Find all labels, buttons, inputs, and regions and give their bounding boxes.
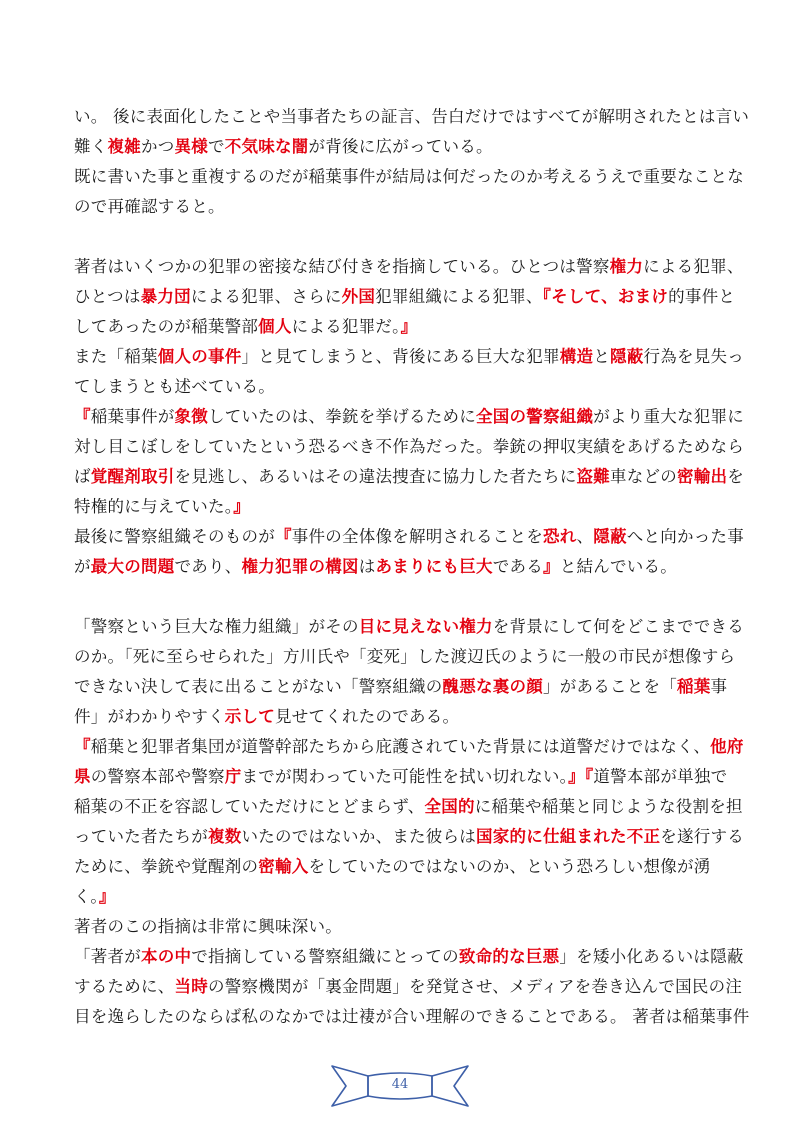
emphasis-text: 『 — [74, 737, 91, 756]
text-line — [74, 612, 744, 642]
emphasis-text: 稲葉 — [677, 677, 711, 696]
body-text: ために、拳銃や覚醒剤の — [74, 857, 259, 876]
body-text: できない決して表に出ることがない「警察組織の — [74, 677, 443, 696]
body-text: の警察機関が「裏金問題」を発覚させ、メディアを巻き込んで国民の注 — [208, 977, 743, 996]
text-line — [74, 792, 743, 822]
text-line — [74, 462, 744, 492]
text-line — [74, 492, 734, 522]
text-line — [74, 102, 750, 132]
body-text: 著者はいくつかの犯罪の密接な結び付きを指摘している。ひとつは警察 — [74, 257, 610, 276]
emphasis-text: 恐れ — [543, 527, 577, 546]
emphasis-text: 権力犯罪の構図 — [241, 557, 359, 576]
text-line — [74, 132, 734, 162]
emphasis-text: 『そして、 — [542, 287, 618, 306]
emphasis-text: 本の中 — [141, 947, 192, 966]
emphasis-text: 『 — [275, 527, 292, 546]
body-text: 」と見てしまうと、背後にある巨大な犯罪 — [241, 347, 560, 366]
emphasis-text: おまけ — [617, 287, 669, 306]
text-line — [74, 372, 734, 402]
body-text: い。 後に表面化したことや当事者たちの証言、告白だけではすべてが解明されたとは言い — [74, 107, 750, 126]
body-text: による犯罪だ。 — [291, 317, 401, 336]
text-line — [74, 852, 734, 882]
body-text: 」を矮小化あるいは隠蔽 — [559, 947, 744, 966]
body-text: 見せてくれたのである。 — [275, 707, 460, 726]
emphasis-text: 』 — [233, 497, 250, 516]
text-line — [74, 672, 734, 702]
body-text: 稲葉の不正を容認していただけにとどまらず、 — [74, 797, 425, 816]
body-text: による犯罪、 — [643, 257, 744, 276]
body-text: 著者のこの指摘は非常に興味深い。 — [74, 917, 342, 936]
emphasis-text: 』 — [543, 557, 560, 576]
body-text: 」があることを「 — [543, 677, 677, 696]
body-text: を背景にして何をどこまでできる — [492, 617, 744, 636]
text-line — [74, 162, 744, 192]
body-text: 既に書いた事と重複するのだが稲葉事件が結局は何だったのか考えるうえで重要なことな — [74, 167, 744, 186]
emphasis-text: 個人の事件 — [157, 347, 242, 366]
body-text: 難く — [74, 137, 108, 156]
text-line — [74, 402, 744, 432]
text-line — [74, 282, 734, 312]
body-text: 「著者が — [74, 947, 141, 966]
body-text: で — [208, 137, 225, 156]
emphasis-text: 権力 — [609, 257, 644, 276]
body-text: かつ — [141, 137, 175, 156]
body-text: に稲葉や稲葉と同じような役割を担 — [474, 797, 743, 816]
emphasis-text: 目に見えない権力 — [358, 617, 493, 636]
emphasis-text: 覚醒剤取引 — [90, 467, 175, 486]
body-text: 最後に警察組織そのものが — [74, 527, 275, 546]
body-text: を遂行する — [660, 827, 744, 846]
body-text: 道警本部が単独で — [593, 767, 728, 786]
body-text: 特権的に与えていた。 — [74, 497, 234, 516]
text-line — [74, 342, 744, 372]
body-text: く。 — [74, 887, 99, 906]
body-text: 犯罪組織による犯罪、 — [375, 287, 543, 306]
emphasis-text: 暴力団 — [140, 287, 191, 306]
paragraph-gap — [74, 582, 734, 612]
body-text: であり、 — [174, 557, 242, 576]
body-text: 「警察という巨大な権力組織」がその — [74, 617, 359, 636]
text-line — [74, 522, 744, 552]
body-text: していたのは、拳銃を挙げるために — [208, 407, 476, 426]
text-line — [74, 912, 734, 942]
emphasis-text: 致命的な巨悪 — [458, 947, 560, 966]
body-text: のか。「死に至らせられた」方川氏や「変死」した渡辺氏のように一般の市民が想像すら — [74, 647, 736, 666]
emphasis-text: 個人 — [258, 317, 292, 336]
body-text: 件」がわかりやすく — [74, 707, 225, 726]
text-line — [74, 942, 744, 972]
body-text: を見逃し、あるいはその違法捜査に協力した者たちに — [174, 467, 577, 486]
body-text: と — [593, 347, 610, 366]
document-body — [74, 102, 750, 1032]
text-line — [74, 822, 744, 852]
text-line — [74, 312, 734, 342]
text-line — [74, 762, 734, 792]
text-line — [74, 552, 734, 582]
body-text: 対し目こぼしをしていたという恐るべき不作為だった。拳銃の押収実績をあげるためなら — [74, 437, 744, 456]
body-text: である — [492, 557, 543, 576]
emphasis-text: 他府 — [710, 737, 744, 756]
body-text: は — [358, 557, 376, 576]
text-line — [74, 972, 743, 1002]
body-text: 目を逸らしたのならば私のなかでは辻褄が合い理解のできることである。 著者は稲葉事件 — [74, 1007, 750, 1026]
emphasis-text: 全国的 — [424, 797, 475, 816]
emphasis-text: 庁 — [224, 767, 242, 786]
body-text: 稲葉事件が — [90, 407, 175, 426]
emphasis-text: 密輸出 — [677, 467, 728, 486]
emphasis-text: 醜悪な裏の顔 — [442, 677, 543, 696]
emphasis-text: 異様 — [174, 137, 208, 156]
body-text: 車などの — [610, 467, 677, 486]
body-text: ば — [74, 467, 91, 486]
emphasis-text: 『 — [74, 407, 91, 426]
body-text: するために、 — [74, 977, 175, 996]
emphasis-text: 構造 — [559, 347, 594, 366]
emphasis-text: 』 — [98, 887, 116, 906]
body-text: っていた者たちが — [74, 827, 208, 846]
body-text: へと向かった事 — [626, 527, 744, 546]
body-text: てしまうとも述べている。 — [74, 377, 275, 396]
body-text: が — [74, 557, 91, 576]
body-text: 的事件と — [668, 287, 736, 306]
emphasis-text: 国家的に仕組まれた不正 — [476, 827, 661, 846]
body-text: がより重大な犯罪に — [593, 407, 744, 426]
text-line — [74, 702, 734, 732]
emphasis-text: 外国 — [341, 287, 376, 306]
body-text: 事 — [710, 677, 728, 696]
text-line — [74, 1002, 750, 1032]
text-line — [74, 732, 744, 762]
emphasis-text: 密輸入 — [258, 857, 309, 876]
body-text: と結んでいる。 — [559, 557, 677, 576]
text-line — [74, 642, 734, 672]
emphasis-text: 最大の問題 — [90, 557, 175, 576]
body-text: 事件の全体像を解明されることを — [291, 527, 543, 546]
page-footer — [330, 1061, 470, 1111]
text-line — [74, 882, 734, 912]
emphasis-text: 複雑 — [107, 137, 141, 156]
paragraph-gap — [74, 222, 734, 252]
body-text: をしていたのではないのか、という恐ろしい想像が湧 — [308, 857, 711, 876]
body-text: してあったのが稲葉警部 — [74, 317, 259, 336]
emphasis-text: 盗難 — [576, 467, 610, 486]
emphasis-text: 当時 — [174, 977, 208, 996]
body-text: いたのではないか、また彼らは — [241, 827, 476, 846]
body-text: の警察本部や警察 — [90, 767, 225, 786]
emphasis-text: 』 — [400, 317, 418, 336]
body-text: また「稲葉 — [74, 347, 158, 366]
body-text: で指摘している警察組織にとっての — [191, 947, 459, 966]
body-text: 、 — [576, 527, 594, 546]
emphasis-text: 全国の警察組織 — [476, 407, 594, 426]
emphasis-text: 隠蔽 — [610, 347, 644, 366]
body-text: ので再確認すると。 — [74, 197, 225, 216]
body-text: までが関わっていた可能性を拭い切れない。 — [241, 767, 569, 786]
body-text: 行為を見失っ — [643, 347, 744, 366]
text-line — [74, 192, 734, 222]
body-text: を — [727, 467, 744, 486]
emphasis-text: 県 — [74, 767, 91, 786]
text-line — [74, 252, 744, 282]
emphasis-text: 象徴 — [174, 407, 208, 426]
emphasis-text: 不気味な闇 — [224, 137, 309, 156]
emphasis-text: 示して — [224, 707, 275, 726]
page-number: 44 — [391, 1077, 409, 1092]
emphasis-text: 隠蔽 — [593, 527, 627, 546]
emphasis-text: 』『 — [568, 767, 594, 786]
body-text: による犯罪、さらに — [190, 287, 342, 306]
body-text: が背後に広がっている。 — [308, 137, 493, 156]
body-text: 稲葉と犯罪者集団が道警幹部たちから庇護されていた背景には道警だけではなく、 — [90, 737, 711, 756]
body-text: ひとつは — [74, 287, 141, 306]
emphasis-text: 複数 — [208, 827, 242, 846]
emphasis-text: あまりにも巨大 — [375, 557, 493, 576]
text-line — [74, 432, 744, 462]
